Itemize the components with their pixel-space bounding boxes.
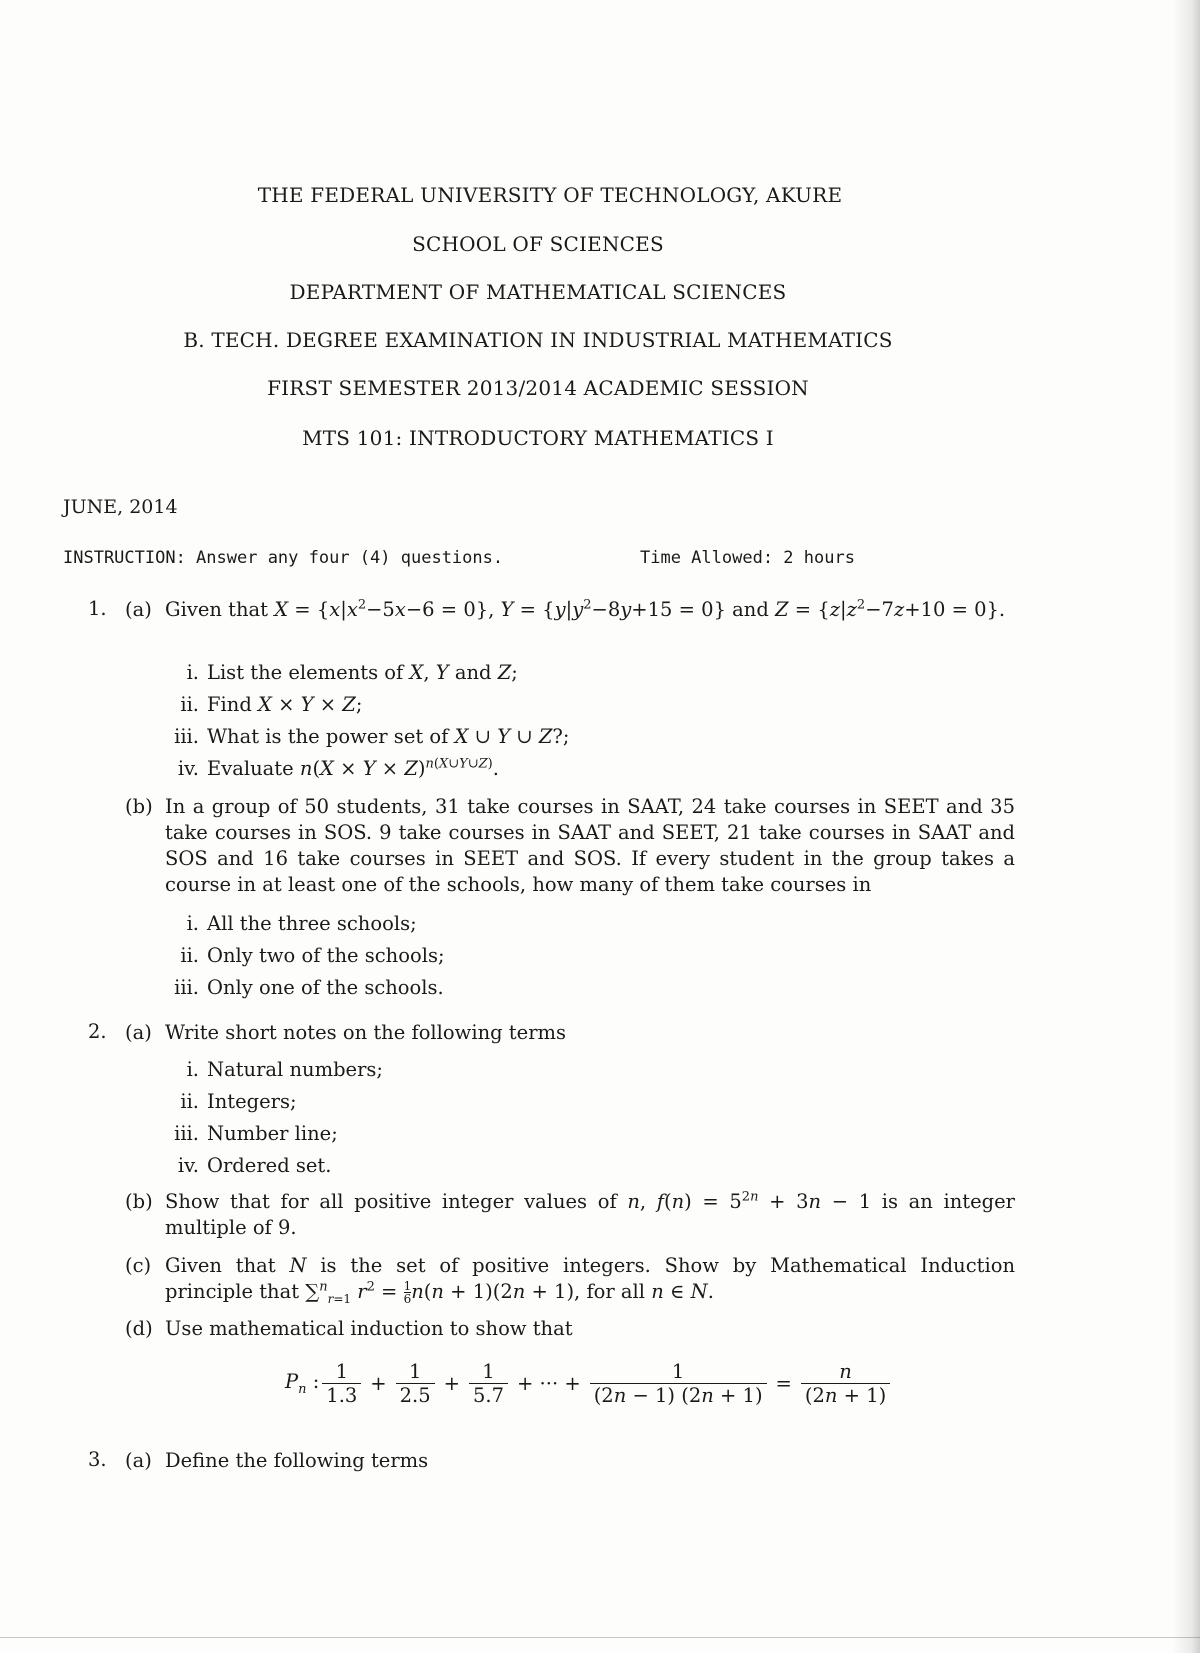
scan-edge-shadow bbox=[1172, 0, 1200, 1653]
question-1a-iii: iii. What is the power set of X ∪ Y ∪ Z?; bbox=[174, 725, 570, 748]
question-2c bbox=[125, 1253, 1015, 1312]
question-1b-text: In a group of 50 students, 31 take courses in SAAT, 24 take courses in SEET and 35 take courses in SOS. 9 take courses in SAAT and SEET, 21 take courses in SAAT and SOS and 16 take courses in SEET and SOS. If every student in the group takes a course in at least one of the schools, how many of them take courses in bbox=[165, 795, 1015, 896]
question-1b-iii: iii. Only one of the schools. bbox=[174, 976, 444, 999]
question-2a-label: (a) bbox=[125, 1021, 152, 1044]
one-sixth-fraction: $\frac{1}{6}$ bbox=[403, 1279, 412, 1306]
question-2b-label: (b) bbox=[125, 1190, 153, 1213]
question-1a bbox=[125, 597, 1015, 623]
university-name: THE FEDERAL UNIVERSITY OF TECHNOLOGY, AKURE bbox=[257, 183, 843, 207]
instruction: INSTRUCTION: Answer any four (4) questions. bbox=[63, 548, 504, 568]
question-1b-ii: ii. Only two of the schools; bbox=[180, 944, 445, 967]
semester-line: FIRST SEMESTER 2013/2014 ACADEMIC SESSION bbox=[267, 376, 809, 400]
question-2c-label: (c) bbox=[125, 1254, 152, 1277]
fraction-1-2.5: $\frac{1}{2.5}$ bbox=[396, 1360, 435, 1407]
question-1b-i: i. All the three schools; bbox=[186, 912, 417, 935]
question-2b bbox=[125, 1189, 1015, 1241]
question-2a bbox=[125, 1020, 1015, 1046]
question-2a-i: i. Natural numbers; bbox=[186, 1058, 383, 1081]
question-3a-text: Define the following terms bbox=[165, 1449, 429, 1472]
question-3a bbox=[125, 1448, 1015, 1474]
question-1a-iv: iv. Evaluate $n(X \times Y \times Z)^{n(X\cup Y\cup Z)}$. bbox=[177, 756, 499, 780]
exam-date: JUNE, 2014 bbox=[63, 496, 178, 518]
scan-artifact-line bbox=[0, 1637, 1200, 1638]
fraction-general-term: $\frac{1}{(2n - 1) (2n + 1)}$ bbox=[590, 1360, 767, 1407]
question-1b-label: (b) bbox=[125, 795, 153, 818]
question-2a-text: Write short notes on the following terms bbox=[165, 1021, 567, 1044]
course-title: MTS 101: INTRODUCTORY MATHEMATICS I bbox=[302, 426, 774, 450]
induction-equation: $P_n$ : $\frac{1}{1.3}$ + $\frac{1}{2.5}$ + $\frac{1}{5.7}$ + ··· + $\frac{1}{(2n - 1) (2n + 1)}$ = $\frac{n}{(2n + 1)}$ bbox=[285, 1360, 893, 1407]
question-2d-label: (d) bbox=[125, 1317, 153, 1340]
question-1a-i: i. List the elements of X, Y and Z; bbox=[186, 661, 518, 684]
question-2c-text: Given that N is the set of positive integers. Show by Mathematical Induction principle that ∑$^n_{r=1}$ $r^2$ = $\frac{1}{6}$ n(n + 1)(2n + 1), for all n ∈ N. bbox=[165, 1254, 1016, 1306]
exam-title: B. TECH. DEGREE EXAMINATION IN INDUSTRIAL MATHEMATICS bbox=[183, 328, 893, 352]
question-1a-ii: ii. Find X × Y × Z; bbox=[180, 693, 363, 716]
question-2b-text: Show that for all positive integer values of n, $f(n) = 5^{2n} + 3n - 1$ is an integer multiple of 9. bbox=[165, 1189, 1015, 1239]
question-3a-label: (a) bbox=[125, 1449, 152, 1472]
school-name: SCHOOL OF SCIENCES bbox=[412, 232, 664, 256]
question-1b bbox=[125, 794, 1015, 898]
fraction-result: $\frac{n}{(2n + 1)}$ bbox=[801, 1360, 890, 1407]
question-1a-text: Given that $X = \{x|x^2-5x-6 = 0\}$, $Y = \{y|y^2-8y+15 = 0\}$ and $Z = \{z|z^2-7z+10 = 0\}$. bbox=[165, 597, 1006, 621]
question-1a-label: (a) bbox=[125, 598, 152, 621]
question-1-number: 1. bbox=[88, 597, 107, 620]
fraction-1-1.3: $\frac{1}{1.3}$ bbox=[322, 1360, 361, 1407]
fraction-1-5.7: $\frac{1}{5.7}$ bbox=[469, 1360, 508, 1407]
question-2a-ii: ii. Integers; bbox=[180, 1090, 297, 1113]
time-allowed: Time Allowed: 2 hours bbox=[640, 548, 855, 568]
question-2d-text: Use mathematical induction to show that bbox=[165, 1317, 573, 1340]
question-2a-iv: iv. Ordered set. bbox=[177, 1154, 332, 1177]
question-2d bbox=[125, 1316, 1015, 1342]
question-3-number: 3. bbox=[88, 1448, 107, 1471]
question-2-number: 2. bbox=[88, 1020, 107, 1043]
department-name: DEPARTMENT OF MATHEMATICAL SCIENCES bbox=[289, 280, 787, 304]
question-2a-iii: iii. Number line; bbox=[174, 1122, 338, 1145]
